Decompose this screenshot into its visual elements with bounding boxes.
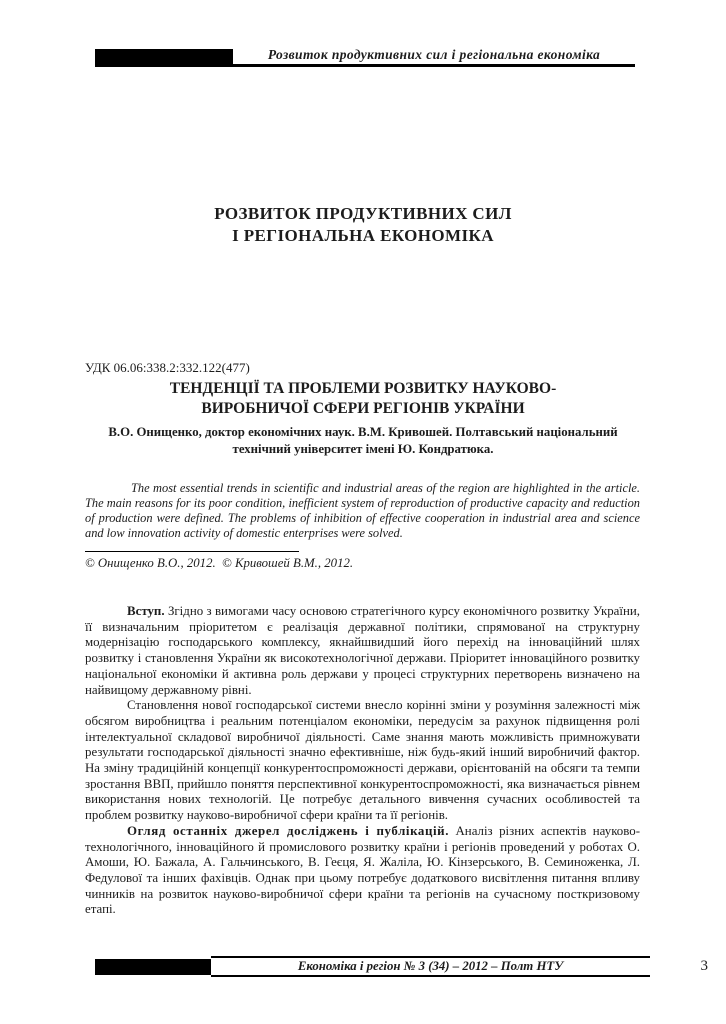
section-heading-line2: І РЕГІОНАЛЬНА ЕКОНОМІКА (232, 226, 494, 245)
page-footer (95, 956, 708, 977)
article-body (85, 604, 640, 918)
copyright-block (85, 551, 353, 571)
page-number: 3 (700, 958, 708, 974)
authors-line1: В.О. Онищенко, доктор економічних наук. В.М. Кривошей. Полтавський національний (108, 425, 618, 439)
paragraph-review-text: Аналіз різних аспектів науково-технологічного, інноваційного й промислового розвитку країни і регіонів проведений у роботах О. Амоши, Ю. Бажала, А. Гальчинського, В. Геєця, Я. Жаліла, Ю. Кінзерського, В. Семиноженка, Л. Федулової та інших фахівців. Однак при цьому потребує додаткового висвітлення питання впливу чинників на розвиток науково-виробничої сфери країни та регіонів на сучасному посткризовому етапі. (85, 823, 640, 917)
paragraph-review (85, 824, 640, 918)
article-title-line2: ВИРОБНИЧОЇ СФЕРИ РЕГІОНІВ УКРАЇНИ (201, 399, 525, 417)
copyright-rule (85, 551, 299, 552)
article-title-line1: ТЕНДЕНЦІЇ ТА ПРОБЛЕМИ РОЗВИТКУ НАУКОВО- (169, 380, 557, 397)
abstract-english: The most essential trends in scientific and industrial areas of the region are highlighted in the article. The main reasons for its poor condition, inefficient system of reproduction of productive capacity and reduction of production were defined. The problems of inhibition of effective cooperation in industrial area and science and low innovation activity of domestic enterprises were solved. (85, 481, 640, 540)
running-header-title: Розвиток продуктивних сил і регіональна економіка (267, 47, 601, 62)
footer-accent-bar (95, 959, 211, 975)
paragraph-second-text: Становлення нової господарської системи внесло корінні зміни у розуміння залежності між обсягом виробництва і реальним потенціалом економіки, передусім за рахунок підвищення ролі інтелектуальної складової виробничої діяльності. Саме знання мають можливість примножувати результати господарської діяльності значно ефективніше, ніж будь-який інший виробничий фактор. На зміну традиційній концепції конкурентоспроможності держави, орієнтованій на обсяги та темпи зростання ВВП, прийшло поняття перспективної конкурентоспроможності, яка визначається рівнем використання нових технологій. Це потребує детального вивчення сучасних особливостей та проблем розвитку науково-виробничої сфери країни та її регіонів. (85, 698, 640, 823)
udc-number: УДК 06.06:338.2:332.122(477) (85, 360, 250, 375)
article-authors (0, 424, 726, 457)
section-heading (0, 203, 726, 247)
footer-journal-title: Економіка і регіон № 3 (34) – 2012 – Полт НТУ (211, 956, 650, 977)
section-heading-line1: РОЗВИТОК ПРОДУКТИВНИХ СИЛ (214, 204, 512, 223)
paragraph-intro (85, 604, 640, 698)
paragraph-intro-lead: Вступ. (127, 604, 165, 618)
copyright-notice: © Онищенко В.О., 2012. © Кривошей В.М., 2012. (85, 556, 354, 570)
article-title (0, 379, 726, 418)
authors-line2: технічний університет імені Ю. Кондратюка. (232, 441, 494, 456)
paragraph-second (85, 698, 640, 824)
running-header (95, 46, 635, 67)
header-accent-bar (95, 49, 233, 64)
paragraph-intro-text: Згідно з вимогами часу основою стратегічного курсу економічного розвитку України, її визначальним пріоритетом є реалізація державної політики, спрямованої на структурну модернізацію господарського комплексу, якнайшвидший його перехід на інноваційний шлях розвитку і становлення України як високотехнологічної держави. Пріоритет інноваційного розвитку національної економіки й активна роль держави у процесі структурних перетворень визначено на найвищому державному рівні. (85, 604, 640, 697)
paragraph-review-lead: Огляд останніх джерел досліджень і публікацій. (127, 823, 450, 838)
